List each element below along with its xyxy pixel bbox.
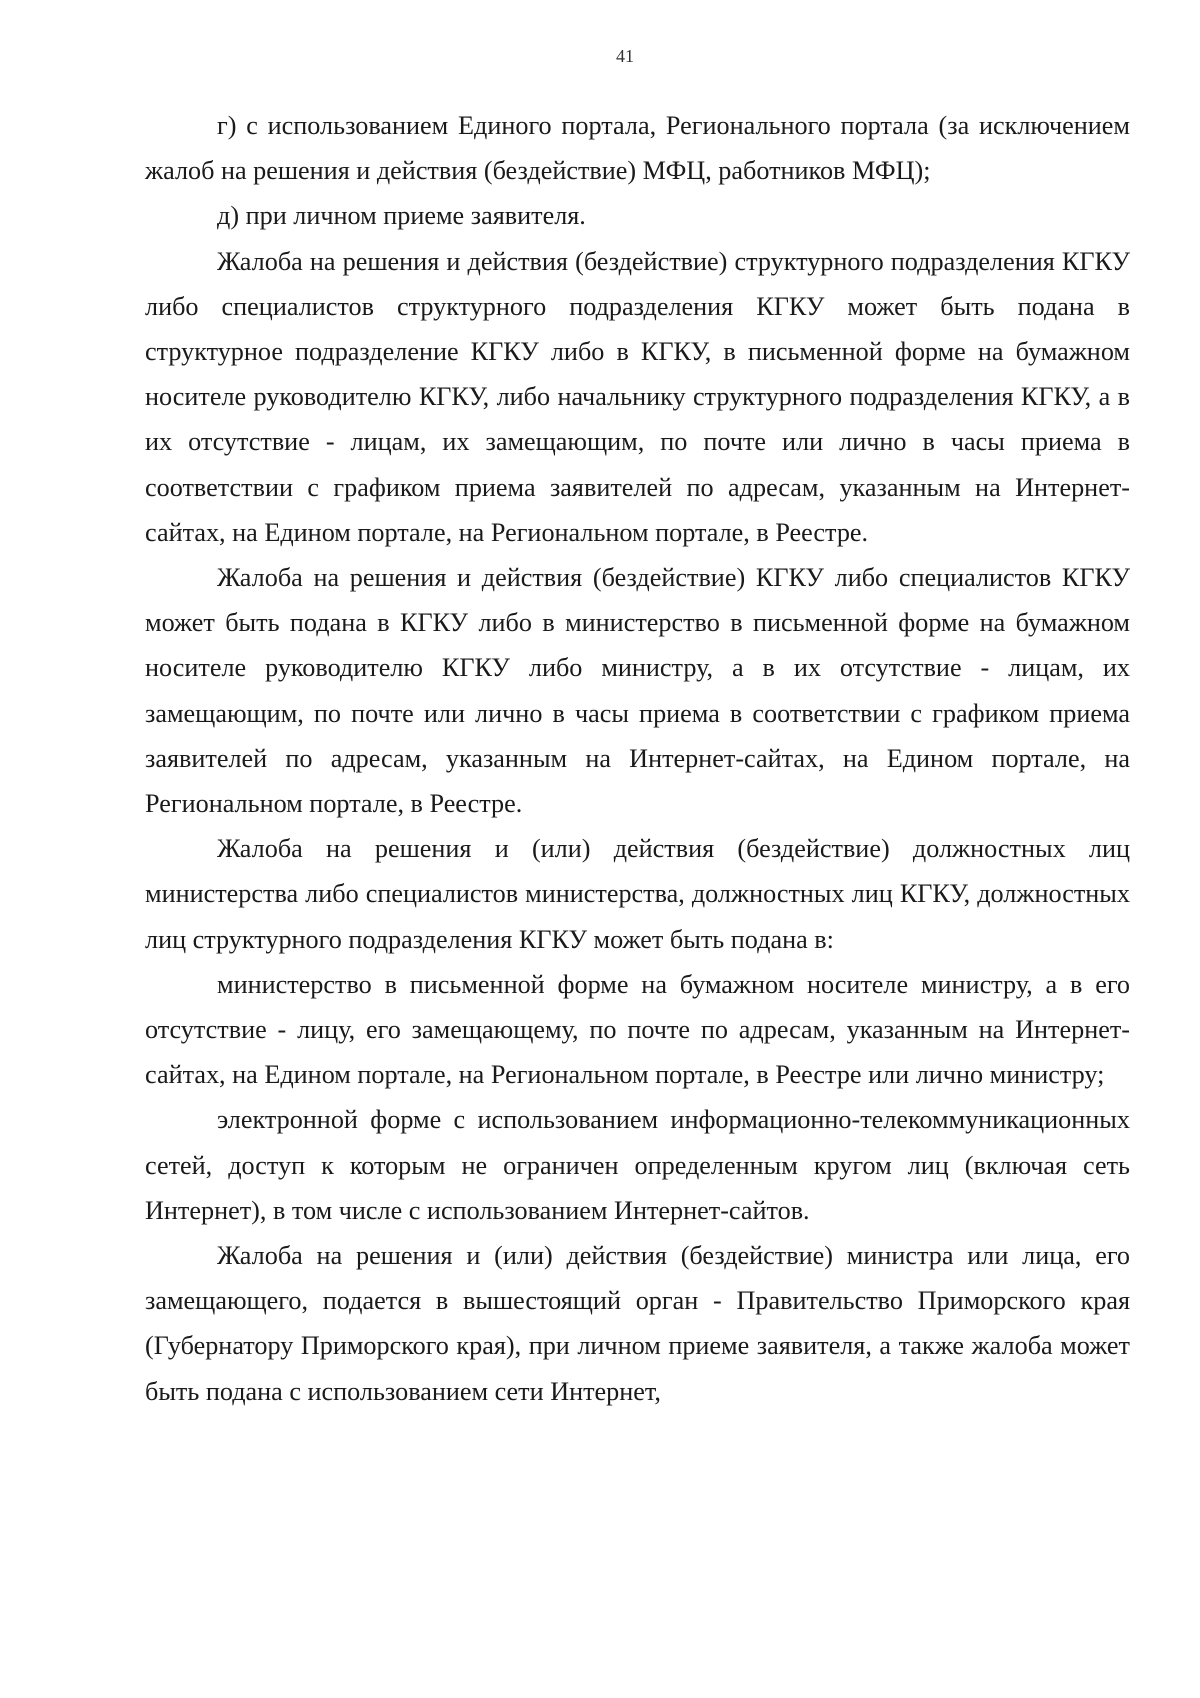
paragraph-complaint-structural-unit: Жалоба на решения и действия (бездействие) структурного подразделения КГКУ либо специалистов структурного подразделения КГКУ может быть подана в структурное подразделение КГКУ либо в КГКУ, в письменной форме на бумажном носителе руководителю КГКУ, либо начальнику структурного подразделения КГКУ, а в их отсутствие - лицам, их замещающим, по почте или лично в часы приема в соответствии с графиком приема заявителей по адресам, указанным на Интернет-сайтах, на Едином портале, на Региональном портале, в Реестре. — [145, 246, 1130, 547]
paragraph-complaint-minister: Жалоба на решения и (или) действия (бездействие) министра или лица, его замещающего, подается в вышестоящий орган - Правительство Приморского края (Губернатору Приморского края), при личном приеме заявителя, а также жалоба может быть подана с использованием сети Интернет, — [145, 1241, 1130, 1406]
paragraph-complaint-officials: Жалоба на решения и (или) действия (бездействие) должностных лиц министерства либо специалистов министерства, должностных лиц КГКУ, должностных лиц структурного подразделения КГКУ может быть подана в: — [145, 834, 1130, 954]
document-body — [145, 103, 1130, 1414]
paragraph-complaint-kgku: Жалоба на решения и действия (бездействие) КГКУ либо специалистов КГКУ может быть подана в КГКУ либо в министерство в письменной форме на бумажном носителе руководителю КГКУ либо министру, а в их отсутствие - лицам, их замещающим, по почте или лично в часы приема в соответствии с графиком приема заявителей по адресам, указанным на Интернет-сайтах, на Едином портале, на Региональном портале, в Реестре. — [145, 563, 1130, 819]
paragraph-ministry-written: министерство в письменной форме на бумажном носителе министру, а в его отсутствие - лицу, его замещающему, по почте по адресам, указанным на Интернет-сайтах, на Едином портале, на Региональном портале, в Реестре или лично министру; — [145, 969, 1130, 1090]
paragraph-electronic-form: электронной форме с использованием информационно-телекоммуникационных сетей, доступ к которым не ограничен определенным кругом лиц (включая сеть Интернет), в том числе с использованием Интернет-сайтов. — [145, 1105, 1130, 1225]
page-number: 41 — [616, 46, 634, 66]
paragraph-item-d: д) при личном приеме заявителя. — [217, 201, 586, 231]
paragraph-item-g: г) с использованием Единого портала, Регионального портала (за исключением жалоб на решения и действия (бездействие) МФЦ, работников МФЦ); — [145, 111, 1130, 186]
